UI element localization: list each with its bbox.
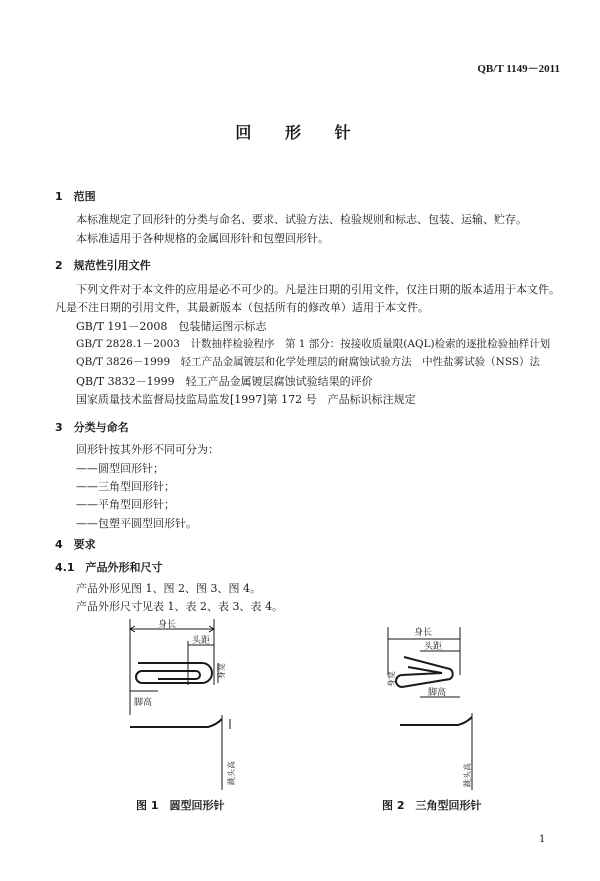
reference-item: QB/T 3826－1999 轻工产品金属镀层和化学处理层的耐腐蚀试验方法 中性盐雾试验（NSS）法 xyxy=(76,356,541,368)
clip-outline xyxy=(136,663,212,683)
label-foot: 脚高 xyxy=(134,698,153,708)
label-length: 身长 xyxy=(158,620,177,630)
classification-item: ——圆型回形针； xyxy=(76,462,164,475)
page-number: 1 xyxy=(539,834,546,845)
reference-item: QB/T 3832－1999 轻工产品金属镀层腐蚀试验结果的评价 xyxy=(76,375,373,388)
section-2-paragraph-line-2: 凡是不注日期的引用文件，其最新版本（包括所有的修改单）适用于本文件。 xyxy=(55,301,429,314)
clip-side-view xyxy=(130,719,222,727)
section-3-heading: 3 分类与命名 xyxy=(55,421,129,434)
label-jump: 跳头高 xyxy=(463,763,472,787)
section-4-heading: 4 要求 xyxy=(55,538,96,551)
reference-item: GB/T 191－2008 包装储运图示标志 xyxy=(76,320,267,333)
figure-2-caption: 图 2 三角型回形针 xyxy=(382,799,482,812)
figure-2-triangle-paper-clip xyxy=(380,615,480,795)
clip-outline xyxy=(396,657,453,687)
reference-item: 国家质量技术监督局技监局监发[1997]第 172 号 产品标识标注规定 xyxy=(76,393,416,406)
classification-item: ——平角型回形针； xyxy=(76,498,175,511)
clip-side-view xyxy=(400,717,472,725)
classification-item: ——包塑平圆型回形针。 xyxy=(76,517,197,530)
label-head: 头距 xyxy=(424,642,443,652)
section-1-paragraph-2: 本标准适用于各种规格的金属回形针和包塑回形针。 xyxy=(76,232,329,245)
label-width: 身宽 xyxy=(387,671,396,687)
section-1-paragraph-1: 本标准规定了回形针的分类与命名、要求、试验方法、检验规则和标志、包装、运输、贮存。 xyxy=(76,213,527,226)
section-4-1-paragraph-1: 产品外形见图 1、图 2、图 3、图 4。 xyxy=(76,582,261,595)
label-foot: 脚高 xyxy=(428,688,447,698)
label-jump: 跳头高 xyxy=(227,761,236,785)
reference-item: GB/T 2828.1－2003 计数抽样检验程序 第 1 部分：按接收质量限(AQL)检索的逐批检验抽样计划 xyxy=(76,338,551,350)
document-title: 回 形 针 xyxy=(235,123,365,142)
standard-code: QB/T 1149－2011 xyxy=(477,63,560,75)
section-4-1-heading: 4.1 产品外形和尺寸 xyxy=(55,561,163,574)
figure-1-caption: 图 1 圆型回形针 xyxy=(136,799,225,812)
label-width: 身宽 xyxy=(217,663,226,679)
classification-item: ——三角型回形针； xyxy=(76,480,175,493)
section-2-heading: 2 规范性引用文件 xyxy=(55,259,151,272)
label-length: 身长 xyxy=(414,628,433,638)
section-1-heading: 1 范围 xyxy=(55,190,96,203)
figure-1-round-paper-clip xyxy=(118,615,238,795)
section-2-paragraph-line-1: 下列文件对于本文件的应用是必不可少的。凡是注日期的引用文件，仅注日期的版本适用于本文件。 xyxy=(76,283,560,296)
section-4-1-paragraph-2: 产品外形尺寸见表 1、表 2、表 3、表 4。 xyxy=(76,600,283,613)
label-head: 头距 xyxy=(192,636,211,646)
section-3-intro: 回形针按其外形不同可分为： xyxy=(76,443,219,456)
